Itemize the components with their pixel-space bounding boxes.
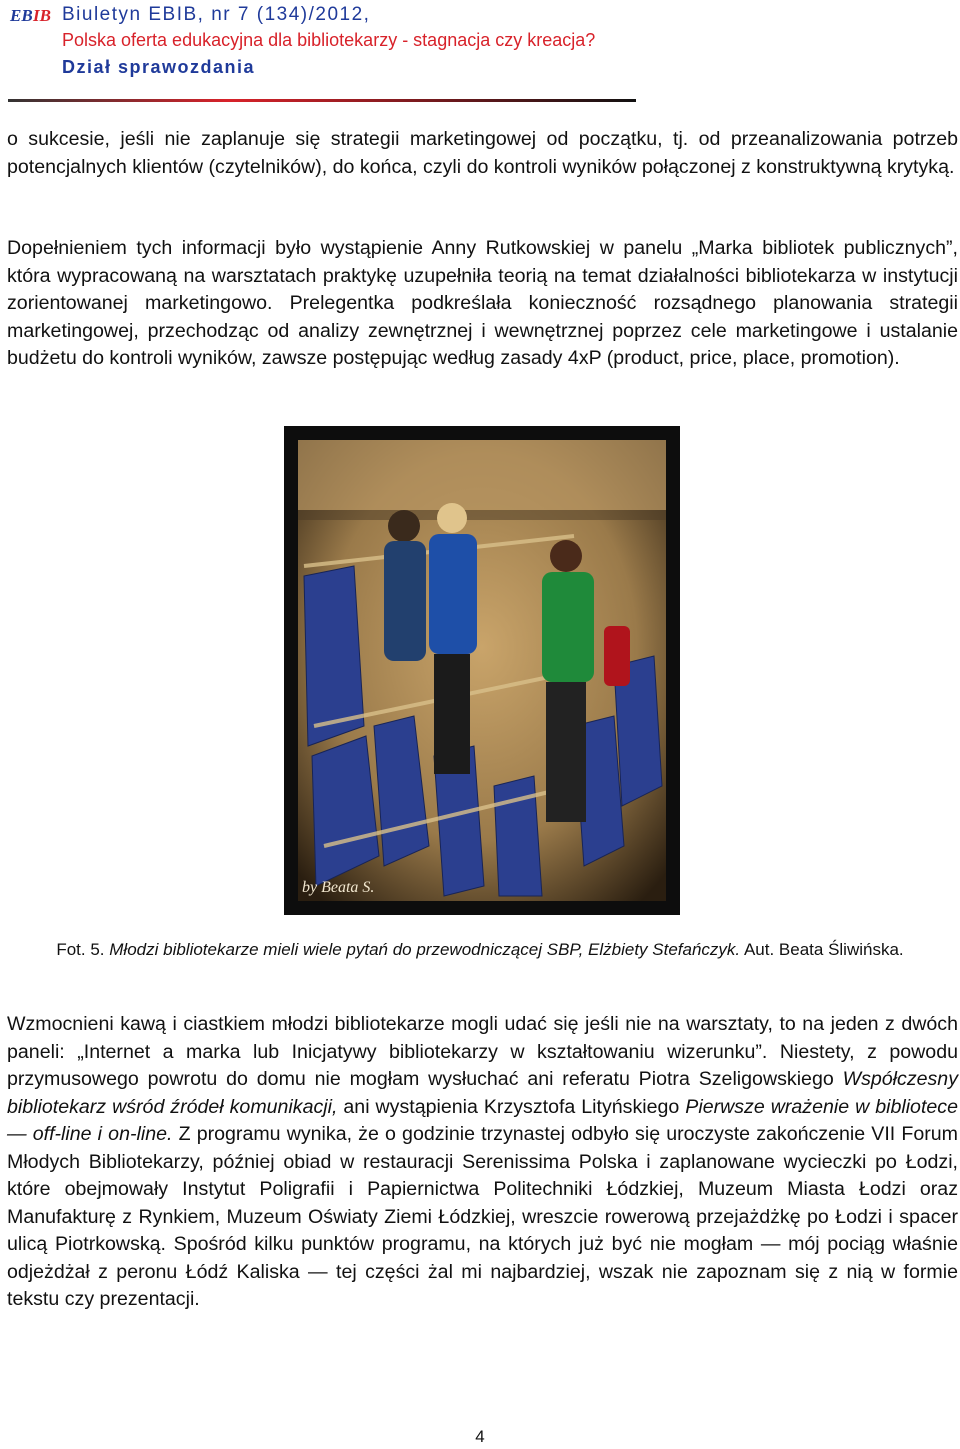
header-rule — [8, 90, 636, 95]
paragraph-3 — [7, 1011, 958, 1314]
svg-text:EB: EB — [10, 6, 33, 25]
issue-topic: Polska oferta edukacyjna dla bibliotekarzy - stagnacja czy kreacja? — [62, 30, 596, 50]
ebib-logo — [8, 4, 52, 26]
caption-author: Aut. Beata Śliwińska. — [743, 940, 904, 959]
paragraph-3-part-a: Wzmocnieni kawą i ciastkiem młodzi bibliotekarze mogli udać się jeśli nie na warsztaty, to na jeden z dwóch paneli: „Internet a marka lub Inicjatywy bibliotekarzy w kształtowaniu wizerunku”. Niestety, z powodu przymusowego powrotu do domu nie mogłam wysłuchać ani referatu Piotra Szeligowskiego — [7, 1013, 958, 1090]
paragraph-1: o sukcesie, jeśli nie zaplanuje się strategii marketingowej od początku, tj. od przeanalizowania potrzeb potencjalnych klientów (czytelników), do końca, czyli do kontroli wyników połączonej z konstruktywną krytyką. — [7, 128, 958, 178]
page-number: 4 — [475, 1427, 485, 1446]
photo-watermark: by Beata S. — [302, 879, 375, 896]
caption-text: Młodzi bibliotekarze mieli wiele pytań do przewodniczącej SBP, Elżbiety Stefańczyk. — [109, 940, 741, 959]
paragraph-3-title-2: Pierwsze wrażenie w bibliotece — off-line i on-line. — [7, 1095, 958, 1145]
paragraph-3-title-1: Współczesny bibliotekarz wśród źródeł komunikacji, — [7, 1068, 958, 1118]
paragraph-2: Dopełnieniem tych informacji było wystąpienie Anny Rutkowskiej w panelu „Marka bibliotek publicznych”, która wypracowaną na warsztatach praktykę uzupełniła teorią na temat działalności bibliotekarza w instytucji zorientowanej marketingowo. Prelegentka podkreślała konieczność rozsądnego planowania strategii marketingowej, przechodząc od analizy zewnętrznej i wewnętrznej poprzez cele marketingowe i ustalanie budżetu do kontroli wyników, zawsze postępując według zasady 4xP (product, price, place, promotion). — [7, 237, 958, 369]
paragraph-3-part-c: ani wystąpienia Krzysztofa Lityńskiego — [337, 1095, 686, 1118]
journal-title: Biuletyn EBIB, nr 7 (134)/2012, — [62, 4, 371, 25]
document-header — [0, 0, 960, 100]
caption-prefix: Fot. 5. — [56, 940, 105, 959]
conference-photo — [284, 426, 680, 915]
photo-caption — [20, 938, 940, 961]
section-name: Dział sprawozdania — [62, 57, 256, 77]
paragraph-3-part-e: Z programu wynika, że o godzinie trzynastej odbyło się uroczyste zakończenie VII Forum Młodych Bibliotekarzy, później obiad w restauracji Serenissima Polska i zaplanowane wycieczki po Łodzi, które obejmowały Instytut Poligrafii i Papiernictwa Politechniki Łódzkiej, Muzeum Miasta Łodzi oraz Manufakturę z Rynkiem, Muzeum Oświaty Ziemi Łódzkiej, wreszcie rowerową przejażdżkę po Łodzi i spacer ulicą Piotrkowską. Spośród kilku punktów programu, na których już być nie mogłam — mój pociąg właśnie odjeżdżał z peronu Łódź Kaliska — tej części żal mi najbardziej, wszak nie zapoznam się z nią w formie tekstu czy prezentacji. — [7, 1123, 958, 1310]
svg-text:IB: IB — [33, 6, 51, 25]
